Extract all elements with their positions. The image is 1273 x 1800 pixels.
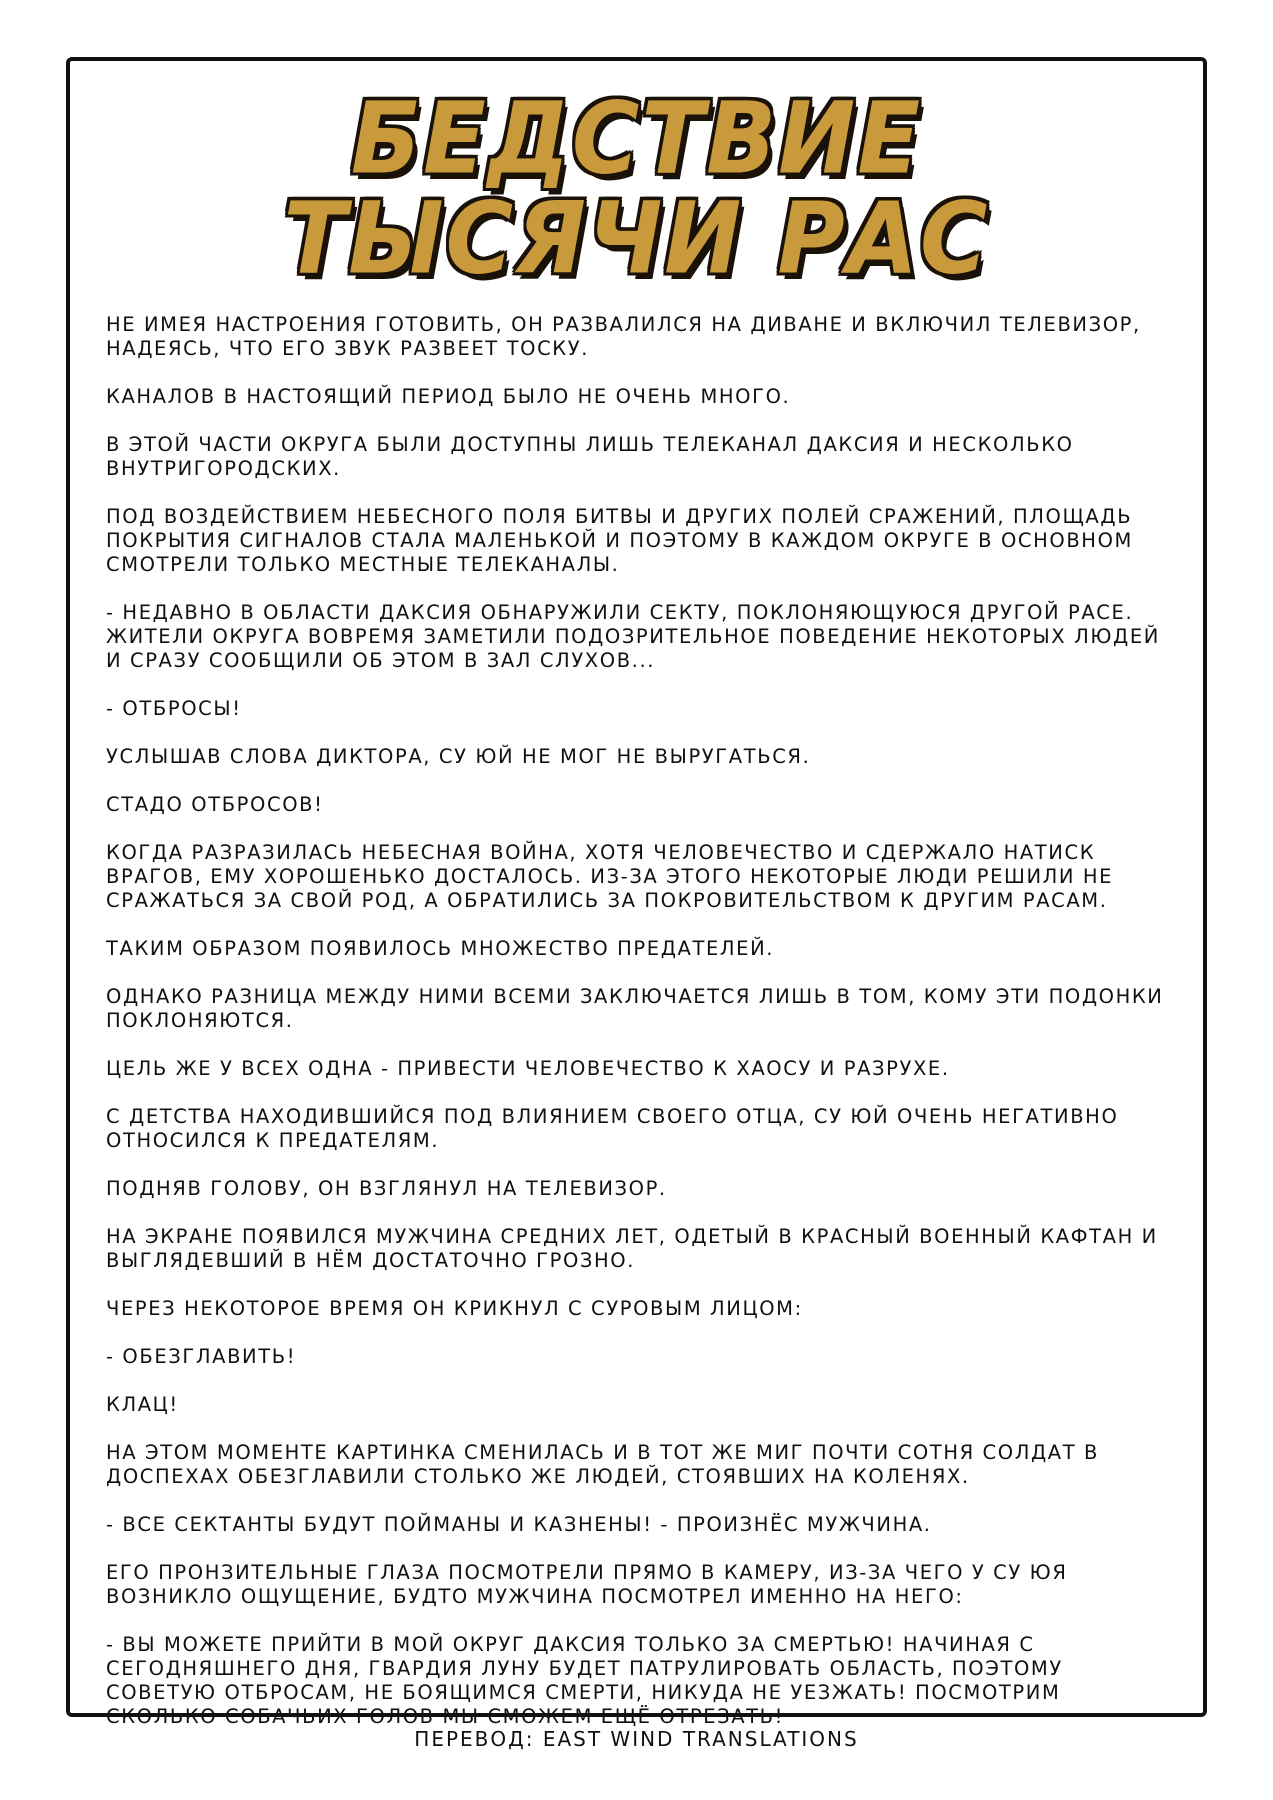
paragraph: КЛАЦ! xyxy=(106,1393,179,1416)
paragraph: ЦЕЛЬ ЖЕ У ВСЕХ ОДНА - ПРИВЕСТИ ЧЕЛОВЕЧЕСТВО К ХАОСУ И РАЗРУХЕ. xyxy=(106,1057,950,1080)
translation-credit: ПЕРЕВОД: EAST WIND TRANSLATIONS xyxy=(414,1727,859,1751)
chapter-text xyxy=(106,313,1167,1753)
paragraph: ЕГО ПРОНЗИТЕЛЬНЫЕ ГЛАЗА ПОСМОТРЕЛИ ПРЯМО В КАМЕРУ, ИЗ-ЗА ЧЕГО У СУ ЮЯ ВОЗНИКЛО ОЩУЩЕНИЕ, БУДТО МУЖЧИНА ПОСМОТРЕЛ ИМЕННО НА НЕГО: xyxy=(106,1561,1068,1608)
paragraph: ОДНАКО РАЗНИЦА МЕЖДУ НИМИ ВСЕМИ ЗАКЛЮЧАЕТСЯ ЛИШЬ В ТОМ, КОМУ ЭТИ ПОДОНКИ ПОКЛОНЯЮТСЯ. xyxy=(106,985,1164,1032)
paragraph: НА ЭТОМ МОМЕНТЕ КАРТИНКА СМЕНИЛАСЬ И В ТОТ ЖЕ МИГ ПОЧТИ СОТНЯ СОЛДАТ В ДОСПЕХАХ ОБЕЗГЛАВИЛИ СТОЛЬКО ЖЕ ЛЮДЕЙ, СТОЯВШИХ НА КОЛЕНЯХ. xyxy=(106,1441,1100,1488)
paragraph: ПОД ВОЗДЕЙСТВИЕМ НЕБЕСНОГО ПОЛЯ БИТВЫ И ДРУГИХ ПОЛЕЙ СРАЖЕНИЙ, ПЛОЩАДЬ ПОКРЫТИЯ СИГНАЛОВ СТАЛА МАЛЕНЬКОЙ И ПОЭТОМУ В КАЖДОМ ОКРУГЕ В ОСНОВНОМ СМОТРЕЛИ ТОЛЬКО МЕСТНЫЕ ТЕЛЕКАНАЛЫ. xyxy=(106,505,1133,576)
paragraph: - ОТБРОСЫ! xyxy=(106,697,242,720)
paragraph: - ВСЕ СЕКТАНТЫ БУДУТ ПОЙМАНЫ И КАЗНЕНЫ! - ПРОИЗНЁС МУЖЧИНА. xyxy=(106,1513,932,1536)
paragraph: НА ЭКРАНЕ ПОЯВИЛСЯ МУЖЧИНА СРЕДНИХ ЛЕТ, ОДЕТЫЙ В КРАСНЫЙ ВОЕННЫЙ КАФТАН И ВЫГЛЯДЕВШИЙ В НЁМ ДОСТАТОЧНО ГРОЗНО. xyxy=(106,1225,1158,1272)
page-frame xyxy=(66,57,1207,1728)
paragraph: - ОБЕЗГЛАВИТЬ! xyxy=(106,1345,297,1368)
paragraph: С ДЕТСТВА НАХОДИВШИЙСЯ ПОД ВЛИЯНИЕМ СВОЕГО ОТЦА, СУ ЮЙ ОЧЕНЬ НЕГАТИВНО ОТНОСИЛСЯ К ПРЕДАТЕЛЯМ. xyxy=(106,1105,1119,1152)
paragraph: В ЭТОЙ ЧАСТИ ОКРУГА БЫЛИ ДОСТУПНЫ ЛИШЬ ТЕЛЕКАНАЛ ДАКСИЯ И НЕСКОЛЬКО ВНУТРИГОРОДСКИХ. xyxy=(106,433,1074,480)
paragraph: УСЛЫШАВ СЛОВА ДИКТОРА, СУ ЮЙ НЕ МОГ НЕ ВЫРУГАТЬСЯ. xyxy=(106,745,811,768)
paragraph: - НЕДАВНО В ОБЛАСТИ ДАКСИЯ ОБНАРУЖИЛИ СЕКТУ, ПОКЛОНЯЮЩУЮСЯ ДРУГОЙ РАСЕ. ЖИТЕЛИ ОКРУГА ВОВРЕМЯ ЗАМЕТИЛИ ПОДОЗРИТЕЛЬНОЕ ПОВЕДЕНИЕ НЕКОТОРЫХ ЛЮДЕЙ И СРАЗУ СООБЩИЛИ ОБ ЭТОМ В ЗАЛ СЛУХОВ... xyxy=(106,601,1160,672)
paragraph: КАНАЛОВ В НАСТОЯЩИЙ ПЕРИОД БЫЛО НЕ ОЧЕНЬ МНОГО. xyxy=(106,385,791,408)
paragraph: ПОДНЯВ ГОЛОВУ, ОН ВЗГЛЯНУЛ НА ТЕЛЕВИЗОР. xyxy=(106,1177,667,1200)
paragraph: КОГДА РАЗРАЗИЛАСЬ НЕБЕСНАЯ ВОЙНА, ХОТЯ ЧЕЛОВЕЧЕСТВО И СДЕРЖАЛО НАТИСК ВРАГОВ, ЕМУ ХОРОШЕНЬКО ДОСТАЛОСЬ. ИЗ-ЗА ЭТОГО НЕКОТОРЫЕ ЛЮДИ РЕШИЛИ НЕ СРАЖАТЬСЯ ЗА СВОЙ РОД, А ОБРАТИЛИСЬ ЗА ПОКРОВИТЕЛЬСТВОМ К ДРУГИМ РАСАМ. xyxy=(106,841,1114,912)
paragraph: ТАКИМ ОБРАЗОМ ПОЯВИЛОСЬ МНОЖЕСТВО ПРЕДАТЕЛЕЙ. xyxy=(106,937,775,960)
paragraph: НЕ ИМЕЯ НАСТРОЕНИЯ ГОТОВИТЬ, ОН РАЗВАЛИЛСЯ НА ДИВАНЕ И ВКЛЮЧИЛ ТЕЛЕВИЗОР, НАДЕЯСЬ, ЧТО ЕГО ЗВУК РАЗВЕЕТ ТОСКУ. xyxy=(106,313,1141,360)
paragraph: СТАДО ОТБРОСОВ! xyxy=(106,793,324,816)
paragraph: ЧЕРЕЗ НЕКОТОРОЕ ВРЕМЯ ОН КРИКНУЛ С СУРОВЫМ ЛИЦОМ: xyxy=(106,1297,803,1320)
page-title xyxy=(70,80,1203,297)
title-line-1: БЕДСТВИЕ xyxy=(350,80,923,197)
paragraph: - ВЫ МОЖЕТЕ ПРИЙТИ В МОЙ ОКРУГ ДАКСИЯ ТОЛЬКО ЗА СМЕРТЬЮ! НАЧИНАЯ С СЕГОДНЯШНЕГО ДНЯ, ГВАРДИЯ ЛУНУ БУДЕТ ПАТРУЛИРОВАТЬ ОБЛАСТЬ, ПОЭТОМУ СОВЕТУЮ ОТБРОСАМ, НЕ БОЯЩИМСЯ СМЕРТИ, НИКУДА НЕ УЕЗЖАТЬ! ПОСМОТРИМ СКОЛЬКО СОБАЧЬИХ ГОЛОВ МЫ СМОЖЕМ ЕЩЁ ОТРЕЗАТЬ! xyxy=(106,1633,1063,1728)
title-line-2: ТЫСЯЧИ РАС xyxy=(283,180,990,297)
